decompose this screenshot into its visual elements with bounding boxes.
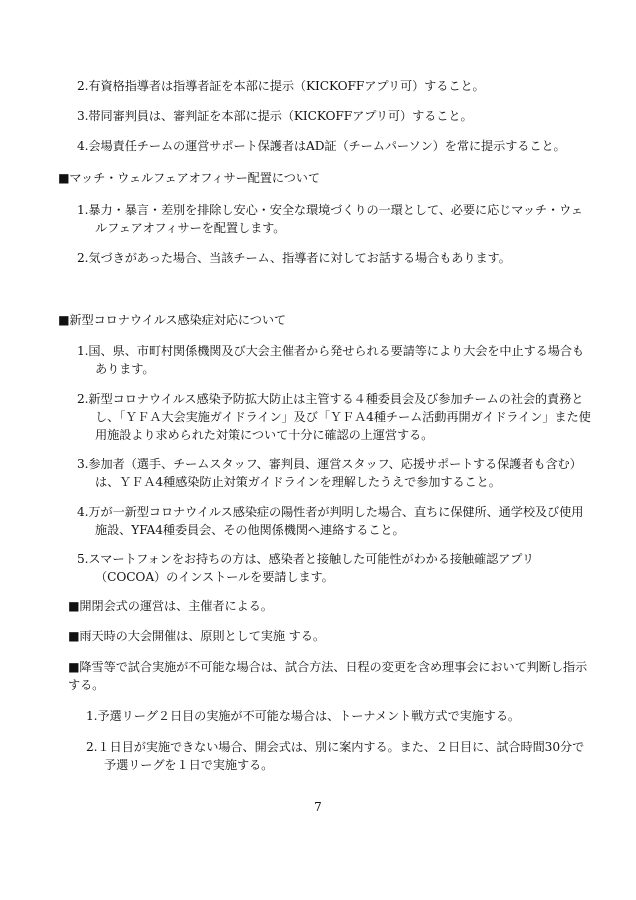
kickoff-coach-line: 2.有資格指導者は指導者証を本部に提示（KICKOFFアプリ可）すること。 <box>77 79 485 93</box>
covid-item-5-cont: （COCOA）のインストールを要請します。 <box>95 570 334 584</box>
covid-item-2-cont: し、「ＹＦＡ大会実施ガイドライン」及び「ＹＦＡ4種チーム活動再開ガイドライン」また使 <box>95 410 591 424</box>
snow-item-2: 2.１日目が実施できない場合、開会式は、別に案内する。また、２日目に、試合時間30分で <box>86 740 585 754</box>
covid-heading: ■新型コロナウイルス感染症対応について <box>58 313 287 327</box>
welfare-item-1-cont: ルフェアオフィサーを配置します。 <box>95 221 286 235</box>
ceremony-line: ■開閉会式の運営は、主催者による。 <box>68 599 273 613</box>
covid-item-3-cont: は、ＹＦＡ4種感染防止対策ガイドラインを理解したうえで参加すること。 <box>95 475 501 489</box>
covid-item-2-cont: 用施設より求められた対策について十分に確認の上運営する。 <box>95 428 434 442</box>
welfare-item-1: 1.暴力・暴言・差別を排除し安心・安全な環境づくりの一環として、必要に応じマッチ・ウェ <box>77 203 583 217</box>
covid-item-5: 5.スマートフォンをお持ちの方は、感染者と接触した可能性がわかる接触確認アプリ <box>77 552 534 566</box>
covid-item-4: 4.万が一新型コロナウイルス感染症の陽性者が判明した場合、直ちに保健所、通学校及び使用 <box>77 505 584 519</box>
ad-card-line: 4.会場責任チームの運営サポート保護者はAD証（チームパーソン）を常に提示すること。 <box>77 139 566 153</box>
snow-item-1: 1.予選リーグ２日目の実施が不可能な場合は、トーナメント戦方式で実施する。 <box>86 709 521 723</box>
snow-item-2-cont: 予選リーグを１日で実施する。 <box>104 758 274 772</box>
kickoff-referee-line: 3.帯同審判員は、審判証を本部に提示（KICKOFFアプリ可）すること。 <box>77 109 473 123</box>
covid-item-2: 2.新型コロナウイルス感染予防拡大防止は主管する４種委員会及び参加チームの社会的責務と <box>77 392 584 406</box>
covid-item-3: 3.参加者（選手、チームスタッフ、審判員、運営スタッフ、応援サポートする保護者も含む） <box>77 457 582 471</box>
welfare-heading: ■マッチ・ウェルフェアオフィサー配置について <box>58 171 320 185</box>
page-number: 7 <box>314 800 322 814</box>
rain-line: ■雨天時の大会開催は、原則として実施 する。 <box>68 629 325 643</box>
welfare-item-2: 2.気づきがあった場合、当該チーム、指導者に対してお話する場合もあります。 <box>77 251 511 265</box>
snow-line-cont: する。 <box>68 678 105 692</box>
covid-item-1: 1.国、県、市町村関係機関及び大会主催者から発せられる要請等により大会を中止する場合も <box>77 344 585 358</box>
snow-line: ■降雪等で試合実施が不可能な場合は、試合方法、日程の変更を含め理事会において判断し指示 <box>68 660 588 674</box>
covid-item-1-cont: あります。 <box>95 362 155 376</box>
covid-item-4-cont: 施設、YFA4種委員会、その他関係機関へ連絡すること。 <box>95 523 405 537</box>
